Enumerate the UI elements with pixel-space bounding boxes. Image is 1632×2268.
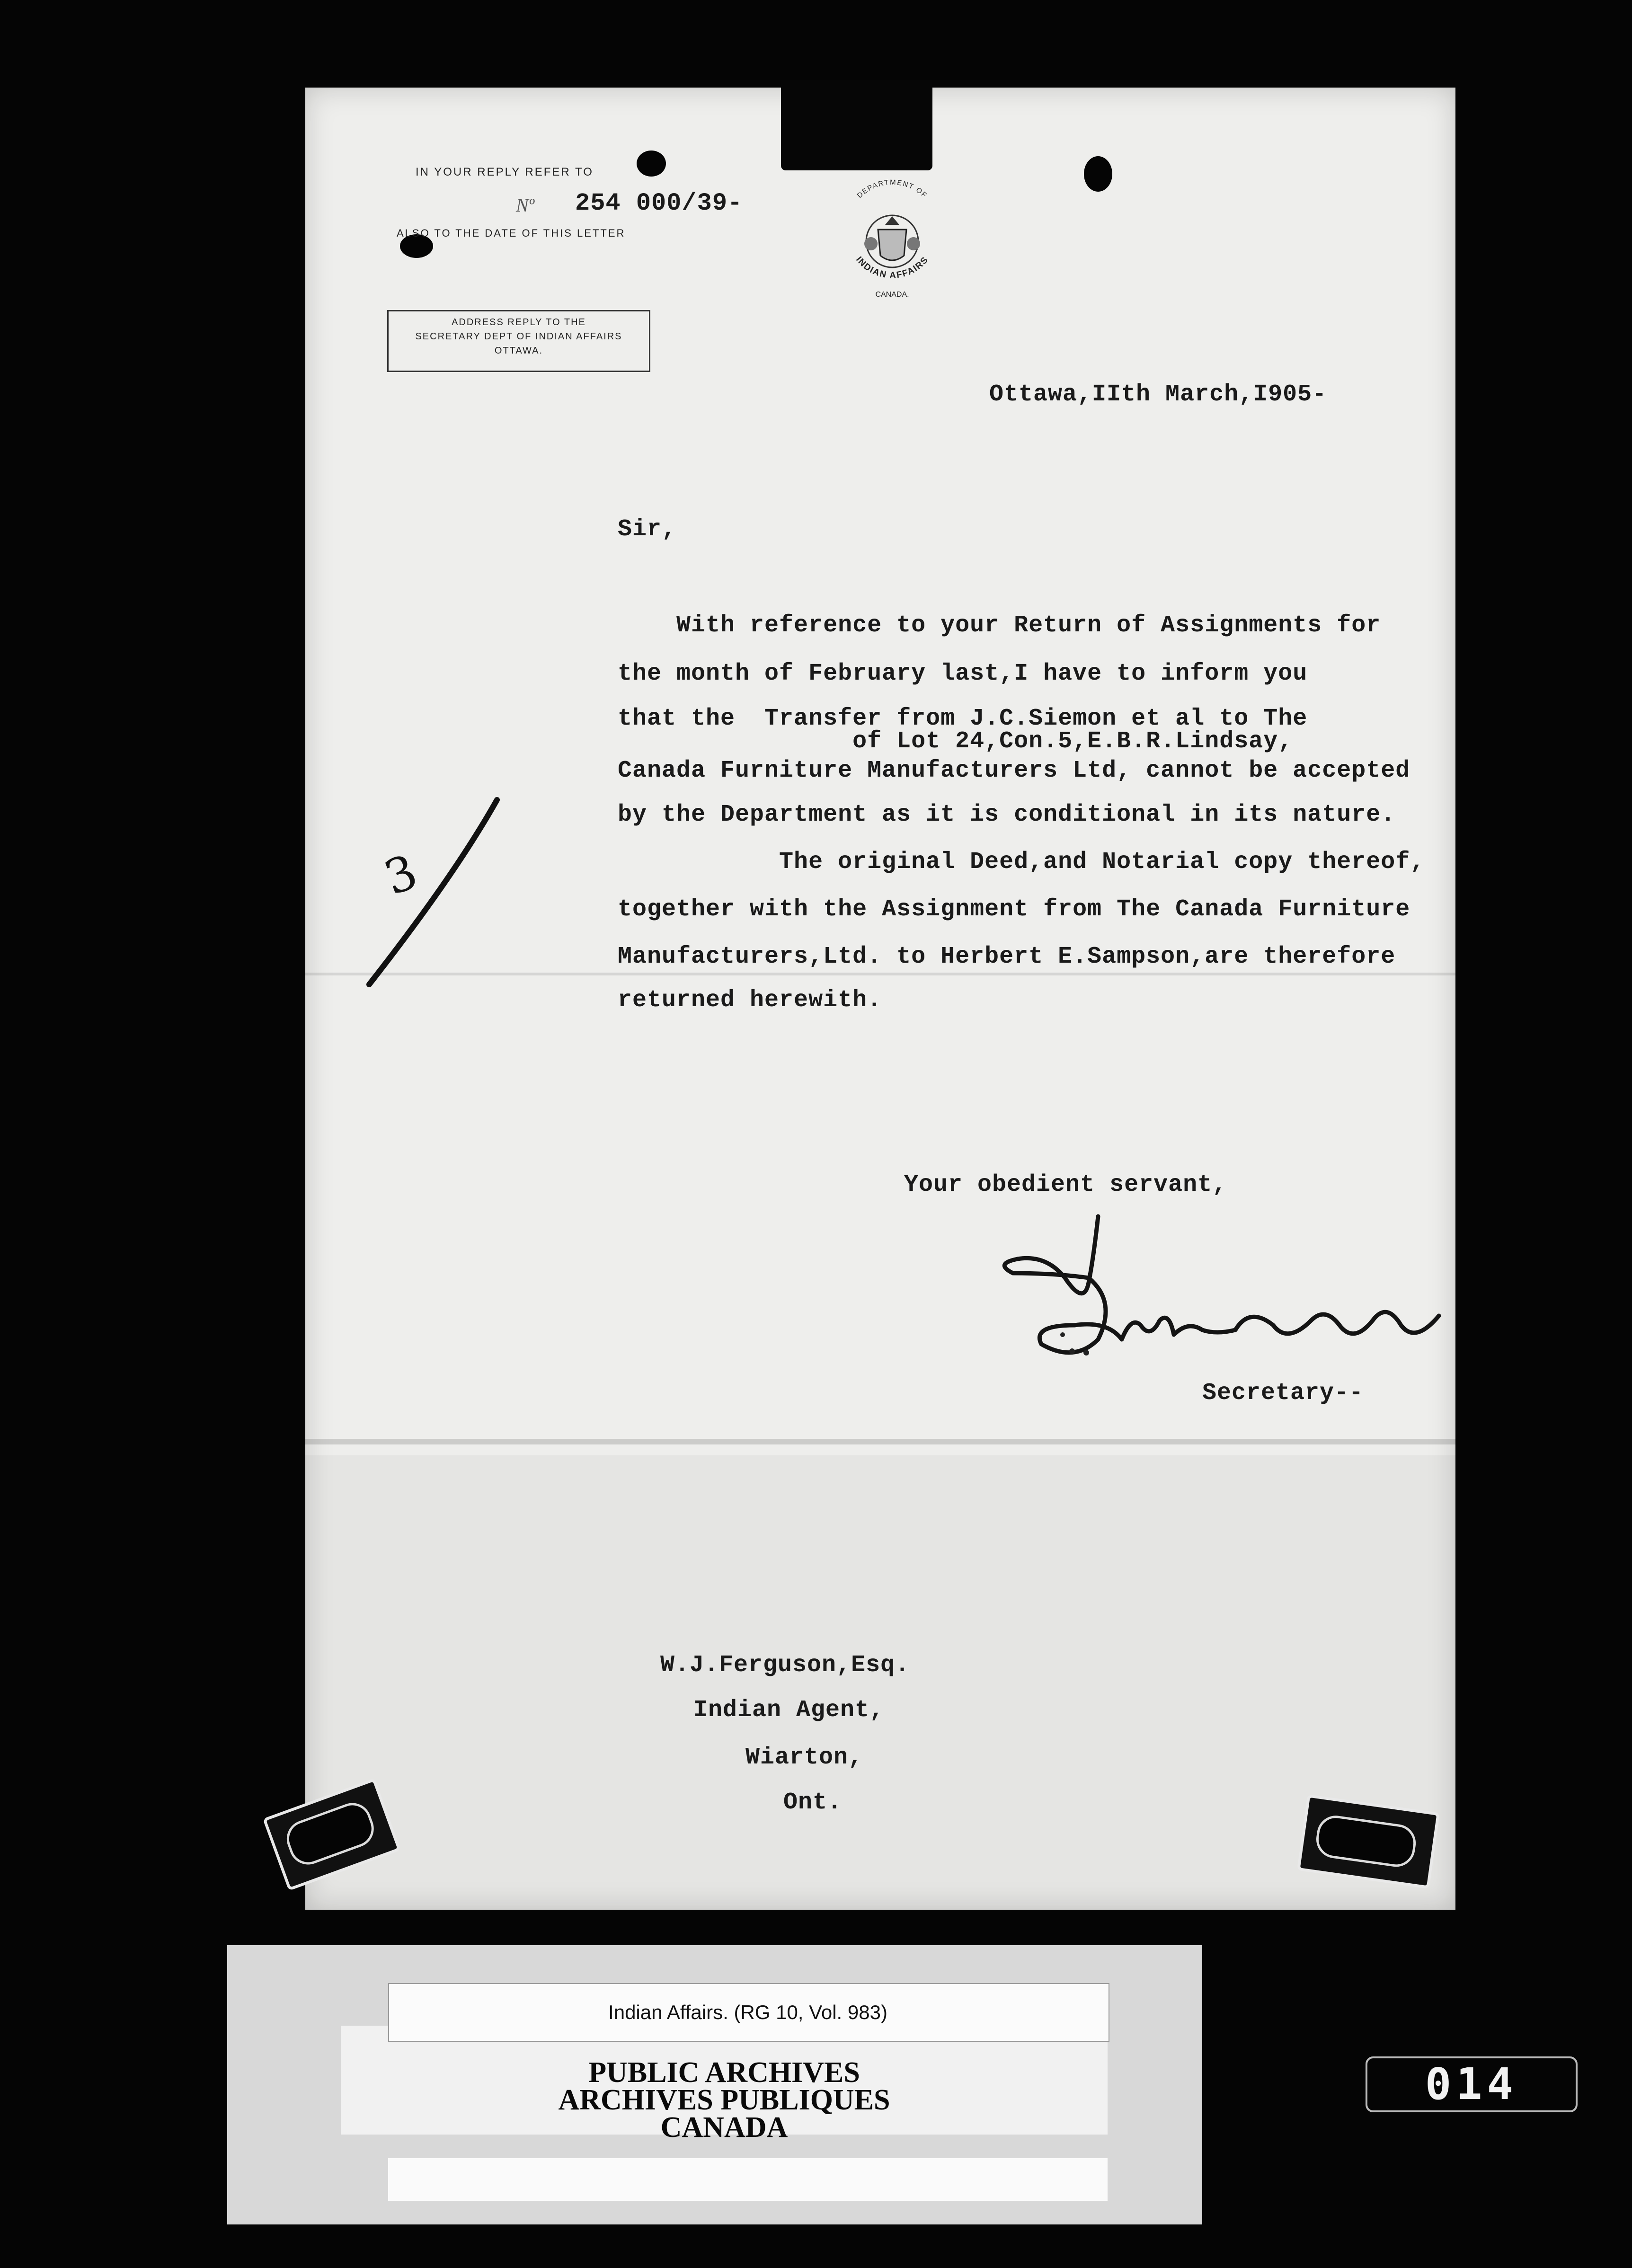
addressee-line: Indian Agent, [693, 1697, 885, 1724]
addressee-line: Ont. [783, 1789, 843, 1816]
archive-label-strip [388, 2158, 1108, 2201]
svg-text:DEPARTMENT OF [856, 178, 929, 200]
body-line: The original Deed,and Notarial copy thereof, [618, 849, 1425, 876]
crest-top-text: DEPARTMENT OF [855, 178, 929, 200]
body-line: Manufacturers,Ltd. to Herbert E.Sampson,are therefore [618, 943, 1396, 970]
salutation: Sir, [618, 516, 677, 543]
address-reply-line: SECRETARY DEPT OF INDIAN AFFAIRS [415, 331, 622, 342]
address-reply-line: ADDRESS REPLY TO THE [452, 317, 586, 328]
margin-note: 3 [377, 843, 425, 906]
body-line: With reference to your Return of Assignments for [618, 612, 1381, 639]
address-reply-box [387, 310, 650, 372]
reply-refer-text: IN YOUR REPLY REFER TO [416, 166, 594, 178]
archive-name-line: ARCHIVES PUBLIQUES [558, 2084, 890, 2116]
body-line: the month of February last,I have to inform you [618, 660, 1308, 687]
addressee-line: W.J.Ferguson,Esq. [660, 1652, 910, 1679]
body-line: Canada Furniture Manufacturers Ltd, cannot be accepted [618, 757, 1410, 784]
crest-country-text: CANADA. [875, 291, 909, 299]
address-reply-line: OTTAWA. [494, 346, 543, 356]
body-line: of Lot 24,Con.5,E.B.R.Lindsay, [618, 728, 1293, 755]
top-clip [781, 80, 932, 170]
punch-hole [1084, 156, 1112, 192]
file-number: 254 000/39- [575, 189, 743, 217]
body-line: that the Transfer from J.C.Siemon et al to The [618, 705, 1308, 732]
number-prefix: Nº [516, 195, 535, 216]
addressee-line: Wiarton, [745, 1744, 863, 1771]
lower-flap [305, 1455, 1455, 1910]
body-line: by the Department as it is conditional in its nature. [618, 801, 1396, 828]
date-note-text: ALSO TO THE DATE OF THIS LETTER [397, 227, 626, 239]
crest-bottom-text: INDIAN AFFAIRS [853, 255, 931, 281]
department-crest-icon [833, 173, 951, 305]
fold-line [305, 1439, 1455, 1444]
date-line: Ottawa,IIth March,I905- [989, 381, 1327, 408]
frame-number: 014 [1366, 2056, 1578, 2112]
margin-slash-mark [360, 795, 511, 994]
archive-name [341, 2056, 1108, 2144]
punch-hole [637, 151, 666, 177]
signature [980, 1207, 1444, 1382]
title-line: Secretary-- [1202, 1380, 1364, 1407]
closing-line: Your obedient servant, [904, 1171, 1227, 1198]
body-line: together with the Assignment from The Canada Furniture [618, 896, 1410, 923]
archive-name-line: PUBLIC ARCHIVES [588, 2056, 860, 2089]
archive-name-line: CANADA [660, 2111, 788, 2144]
archive-reference: Indian Affairs. (RG 10, Vol. 983) [608, 2001, 887, 2023]
body-line: returned herewith. [618, 987, 882, 1014]
